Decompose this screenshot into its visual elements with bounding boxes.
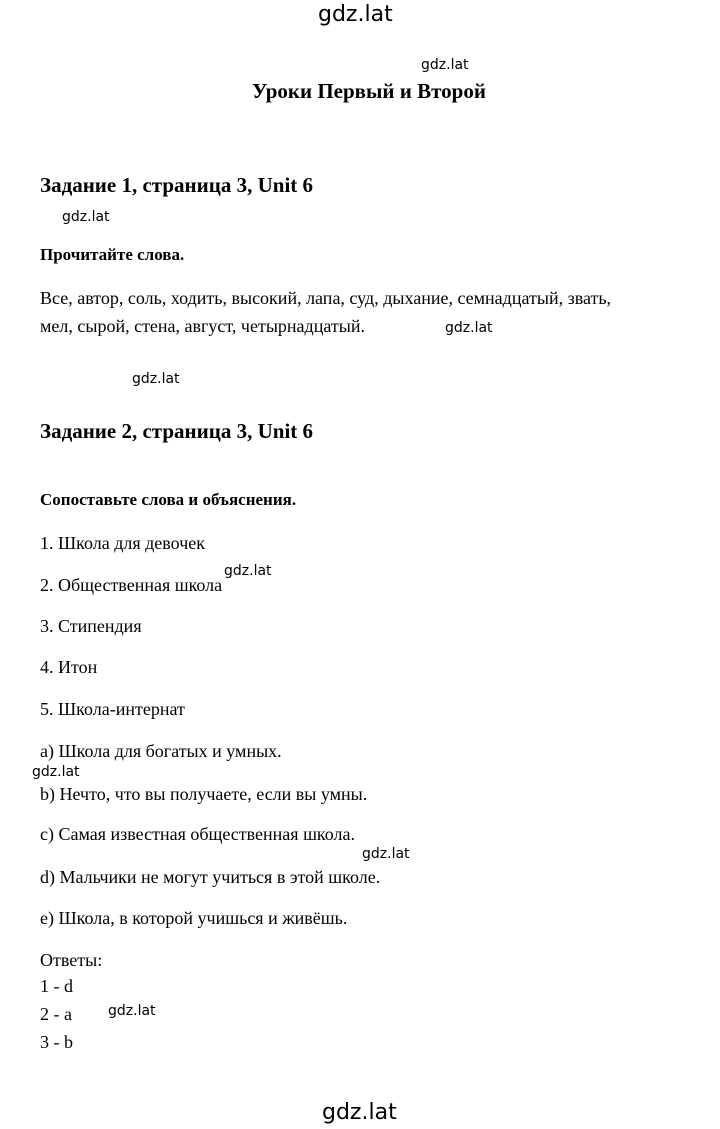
- answers-label: Ответы:: [40, 950, 103, 970]
- watermark: gdz.lat: [362, 846, 410, 862]
- watermark: gdz.lat: [318, 2, 393, 27]
- list-item: 3. Стипендия: [40, 616, 142, 636]
- list-item: 4. Итон: [40, 657, 98, 677]
- definition-item: d) Мальчики не могут учиться в этой школе.: [40, 867, 381, 887]
- definition-item: c) Самая известная общественная школа.: [40, 824, 355, 844]
- task2-heading: Задание 2, страница 3, Unit 6: [40, 419, 314, 443]
- watermark: gdz.lat: [62, 209, 110, 225]
- answer-item: 2 - a: [40, 1004, 72, 1024]
- list-item: 1. Школа для девочек: [40, 533, 205, 553]
- watermark: gdz.lat: [132, 371, 180, 387]
- definition-item: b) Нечто, что вы получаете, если вы умны.: [40, 784, 368, 804]
- watermark: gdz.lat: [108, 1003, 156, 1019]
- answer-item: 1 - d: [40, 976, 73, 996]
- answer-item: 3 - b: [40, 1032, 73, 1052]
- task1-instruction: Прочитайте слова.: [40, 245, 185, 264]
- task1-line: мел, сырой, стена, август, четырнадцатый.: [40, 316, 365, 336]
- watermark: gdz.lat: [445, 320, 493, 336]
- list-item: 5. Школа-интернат: [40, 699, 185, 719]
- page-title: Уроки Первый и Второй: [252, 79, 486, 103]
- definition-item: a) Школа для богатых и умных.: [40, 741, 282, 761]
- watermark: gdz.lat: [322, 1100, 397, 1125]
- definition-item: e) Школа, в которой учишься и живёшь.: [40, 908, 348, 928]
- task2-instruction: Сопоставьте слова и объяснения.: [40, 490, 297, 509]
- watermark: gdz.lat: [421, 57, 469, 73]
- list-item: 2. Общественная школа: [40, 575, 223, 595]
- watermark: gdz.lat: [224, 563, 272, 579]
- task1-heading: Задание 1, страница 3, Unit 6: [40, 173, 314, 197]
- watermark: gdz.lat: [32, 764, 80, 780]
- task1-line: Все, автор, соль, ходить, высокий, лапа, суд, дыхание, семнадцатый, звать,: [40, 288, 612, 308]
